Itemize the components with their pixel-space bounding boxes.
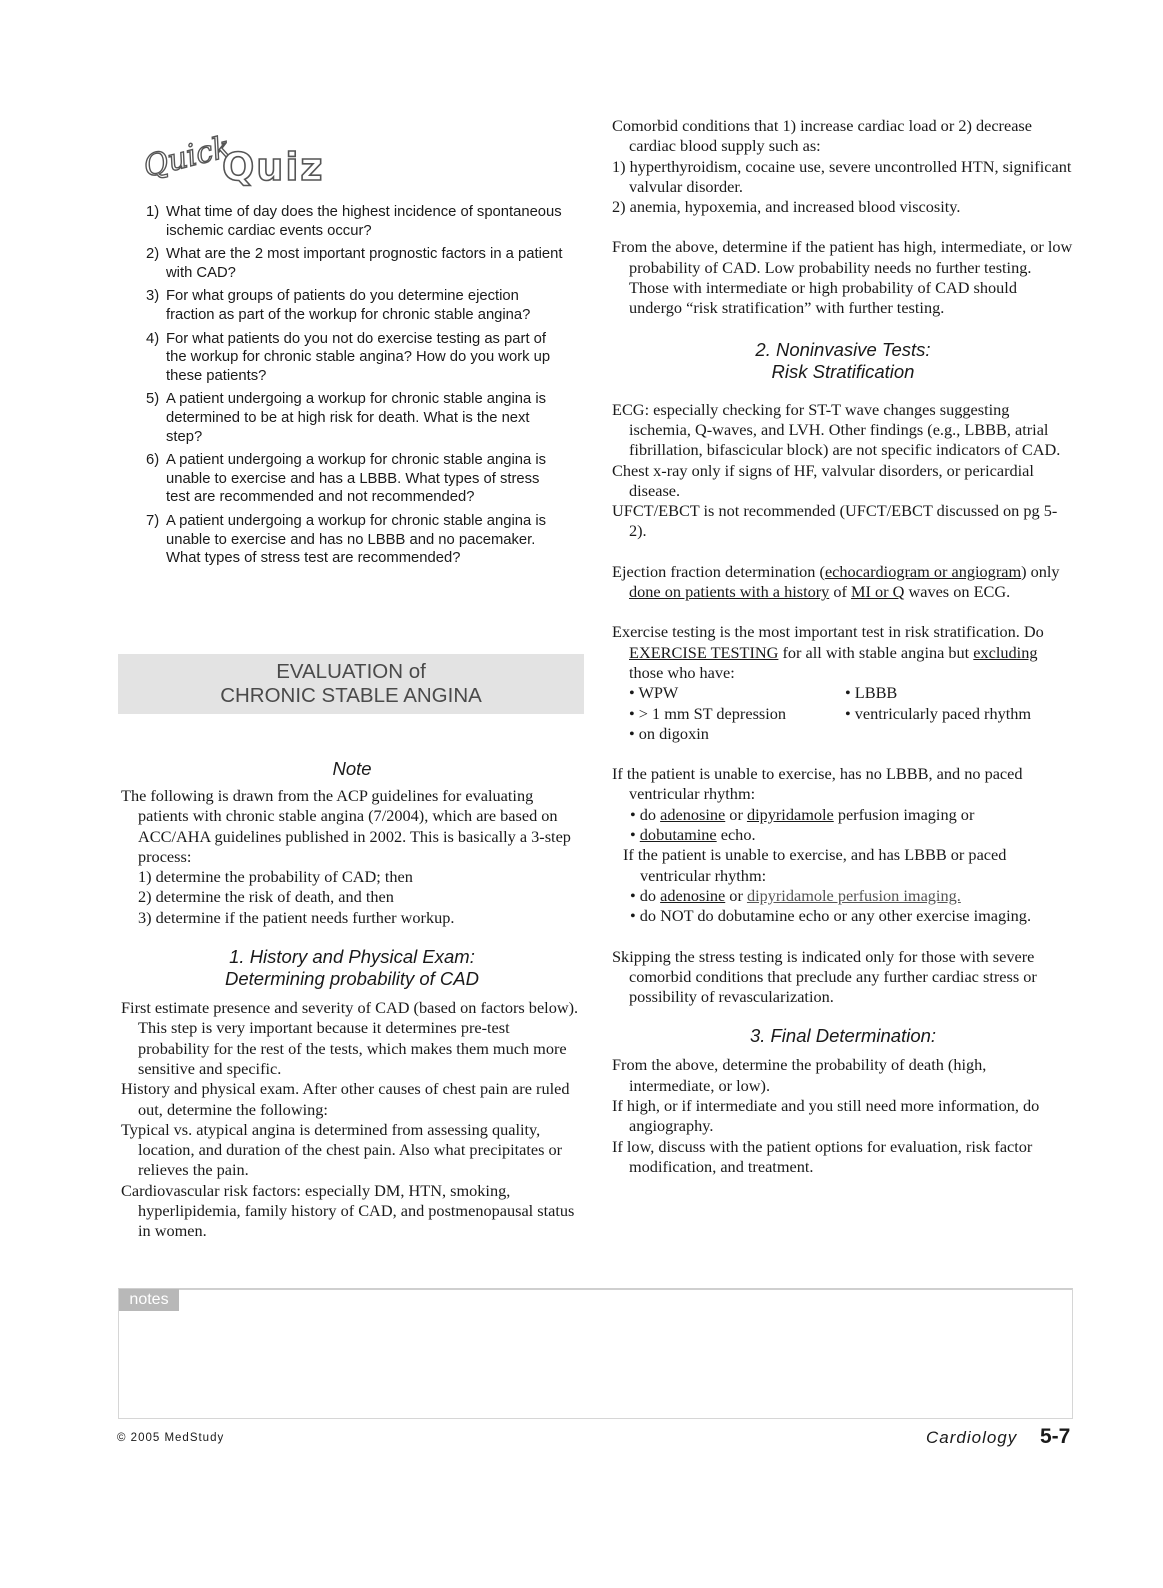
comorbid-item-2: 2) anemia, hypoxemia, and increased blood viscosity. (612, 197, 961, 217)
exclusion-bullets-left (629, 683, 845, 744)
evaluation-banner (118, 654, 584, 714)
right-column (612, 116, 1074, 1177)
ef-text-methods: echocardiogram or angiogram (824, 561, 1022, 581)
ef-text-1: Ejection fraction determination ( (612, 561, 825, 581)
ef-text-patients: done on patients with a history (629, 582, 830, 602)
step-item (138, 867, 583, 887)
notes-box (118, 1288, 1073, 1419)
step-item (138, 887, 583, 907)
dipyridamole-term: dipyridamole (746, 804, 834, 824)
banner-line-2: CHRONIC STABLE ANGINA (220, 684, 482, 707)
first-estimate-paragraph: First estimate presence and severity of CAD (based on factors below). This step is very important because it determines pre-test probability for the rest of the tests, which makes them much more sensitive and specific. (121, 998, 579, 1078)
ef-text-4: waves on ECG. (904, 582, 1011, 602)
section-1-title: 1. History and Physical Exam: (229, 946, 475, 968)
step-number: 2) (138, 887, 152, 907)
history-paragraph: History and physical exam. After other causes of chest pain are ruled out, determine the following: (121, 1079, 570, 1119)
step-text: determine the probability of CAD; then (155, 867, 413, 887)
bullet-item: • LBBB (845, 683, 898, 703)
ef-text-2: ) only (1021, 561, 1060, 581)
svg-text:Quick: Quick (142, 129, 235, 185)
or-text: or (725, 804, 747, 824)
exclusion-bullets (612, 683, 1074, 744)
bullet-item: • on digoxin (629, 723, 709, 743)
step-text: determine if the patient needs further workup. (155, 907, 455, 927)
quiz-question-text: A patient undergoing a workup for chronic stable angina is unable to exercise and has no LBBB and no pacemaker. What types of stress test are recommended? (166, 512, 547, 567)
ecg-paragraph: ECG: especially checking for ST-T wave changes suggesting ischemia, Q-waves, and LVH. Other findings (e.g., LBBB, atrial fibrillation, bifascicular block) are not specific indicators of CAD. (612, 399, 1061, 460)
final-paragraph-2: If high, or if intermediate and you still need more information, do angiography. (612, 1095, 1040, 1136)
ufct-paragraph: UFCT/EBCT is not recommended (UFCT/EBCT discussed on pg 5-2). (612, 501, 1058, 541)
quiz-question (146, 245, 566, 282)
adenosine-bullet-2 (612, 886, 1074, 906)
note-heading: Note (332, 758, 372, 779)
quiz-question-text: What time of day does the highest incidence of spontaneous ischemic cardiac events occur? (166, 204, 562, 239)
dipyridamole-perfusion-term: dipyridamole perfusion imaging. (746, 885, 961, 905)
bullet-prefix: • do (630, 885, 661, 905)
dobutamine-bullet (612, 825, 1074, 845)
ef-text-mi: MI or Q (851, 582, 905, 602)
banner-line-1: EVALUATION of (276, 660, 426, 683)
bullet-item: • ventricularly paced rhythm (845, 703, 1032, 723)
steps-list (121, 867, 583, 928)
quiz-question-number: 1) (146, 204, 160, 220)
ex-text-caps: EXERCISE TESTING (629, 642, 779, 662)
ex-text-1: Exercise testing is the most important test in risk stratification. Do (612, 622, 1044, 642)
ex-text-2: for all with stable angina but (778, 642, 974, 662)
unable-no-lbbb-paragraph: If the patient is unable to exercise, has no LBBB, and no paced ventricular rhythm: (612, 764, 1023, 804)
ex-text-3: those who have: (629, 662, 735, 682)
do-not-bullet: • do NOT do dobutamine echo or any other exercise imaging. (630, 906, 1032, 926)
exclusion-bullets-right (845, 683, 1031, 744)
section-1-subtitle: Determining probability of CAD (225, 968, 479, 990)
ejection-fraction-paragraph (612, 562, 1074, 603)
risk-factors-paragraph: Cardiovascular risk factors: especially DM, HTN, smoking, hyperlipidemia, family history of CAD, and postmenopausal status in women. (121, 1180, 575, 1241)
probability-paragraph: From the above, determine if the patient has high, intermediate, or low probability of CAD. Low probability needs no further testing. Those with intermediate or high probability of CAD should undergo “risk stratification” with further testing. (612, 237, 1073, 318)
final-paragraph-1: From the above, determine the probability of death (high, intermediate, or low). (612, 1055, 987, 1095)
perfusion-text: perfusion imaging or (833, 804, 975, 824)
quiz-question-text: A patient undergoing a workup for chronic stable angina is unable to exercise and has a LBBB. What types of stress test are recommended and not recommended? (166, 452, 547, 506)
or-text: or (725, 885, 747, 905)
quiz-question-number: 4) (146, 330, 160, 347)
section-2-subtitle: Risk Stratification (771, 360, 915, 382)
ef-text-3: of (829, 582, 852, 602)
section-2-heading (612, 339, 1074, 383)
quiz-question (146, 330, 566, 386)
quiz-question (146, 512, 566, 568)
quiz-question-text: For what patients do you not do exercise testing as part of the workup for chronic stable angina? How do you work up these patients? (166, 330, 551, 384)
bullet-item: • > 1 mm ST depression (629, 703, 787, 723)
quiz-question-number: 7) (146, 512, 160, 529)
section-1-heading (121, 946, 583, 990)
dobutamine-term: dobutamine (639, 825, 717, 845)
unable-lbbb-paragraph: If the patient is unable to exercise, and has LBBB or paced ventricular rhythm: (623, 845, 1007, 885)
quiz-question-text: What are the 2 most important prognostic factors in a patient with CAD? (166, 246, 563, 281)
quiz-question (146, 287, 566, 324)
quiz-question (146, 451, 566, 507)
section-3-heading: 3. Final Determination: (749, 1025, 937, 1047)
comorbid-item-1: 1) hyperthyroidism, cocaine use, severe uncontrolled HTN, significant valvular disorder. (612, 156, 1072, 196)
adenosine-term: adenosine (660, 885, 726, 905)
final-paragraph-3: If low, discuss with the patient options for evaluation, risk factor modification, and treatment. (612, 1136, 1033, 1176)
step-number: 3) (138, 907, 152, 927)
svg-text:Quiz: Quiz (222, 145, 325, 189)
bullet-prefix: • (630, 825, 640, 845)
quiz-question-text: A patient undergoing a workup for chronic stable angina is determined to be at high risk for death. What is the next step? (166, 391, 547, 445)
quiz-question-number: 6) (146, 452, 160, 469)
step-text: determine the risk of death, and then (155, 887, 394, 907)
quiz-question (146, 390, 566, 446)
quick-quiz-logo (142, 122, 354, 192)
quick-quiz-logo-art (142, 129, 325, 189)
note-paragraph: The following is drawn from the ACP guidelines for evaluating patients with chronic stable angina (7/2004), which are based on ACC/AHA guidelines published in 2002. This is basically a 3-step process: (121, 786, 571, 866)
quiz-question (146, 203, 566, 240)
bullet-item: • WPW (629, 683, 679, 703)
skipping-paragraph: Skipping the stress testing is indicated only for those with severe comorbid conditions that preclude any further cardiac stress or possibility of revascularization. (612, 946, 1037, 1007)
echo-text: echo. (716, 825, 756, 845)
comorbid-paragraph: Comorbid conditions that 1) increase cardiac load or 2) decrease cardiac blood supply such as: (612, 116, 1032, 156)
typical-angina-paragraph: Typical vs. atypical angina is determined from assessing quality, location, and duration of the chest pain. Also what precipitates or relieves the pain. (121, 1119, 563, 1180)
quiz-question-list (146, 203, 566, 573)
quiz-question-number: 2) (146, 246, 160, 263)
step-item (138, 908, 583, 928)
footer-copyright: © 2005 MedStudy (117, 1432, 225, 1444)
footer-section-name: Cardiology (926, 1428, 1018, 1447)
exercise-testing-paragraph (612, 622, 1074, 683)
chest-xray-paragraph: Chest x-ray only if signs of HF, valvular disorders, or pericardial disease. (612, 460, 1034, 500)
adenosine-bullet (612, 805, 1074, 825)
footer-page-number: 5-7 (1040, 1425, 1071, 1448)
notes-label: notes (119, 1289, 179, 1311)
quiz-question-number: 5) (146, 391, 160, 408)
step-number: 1) (138, 867, 152, 887)
section-2-title: 2. Noninvasive Tests: (755, 338, 931, 360)
bullet-prefix: • do (630, 804, 661, 824)
adenosine-term: adenosine (660, 804, 726, 824)
ex-text-excluding: excluding (973, 642, 1038, 662)
quiz-question-text: For what groups of patients do you determine ejection fraction as part of the workup for chronic stable angina? (166, 288, 531, 323)
left-column (121, 758, 583, 1242)
quiz-question-number: 3) (146, 288, 160, 305)
